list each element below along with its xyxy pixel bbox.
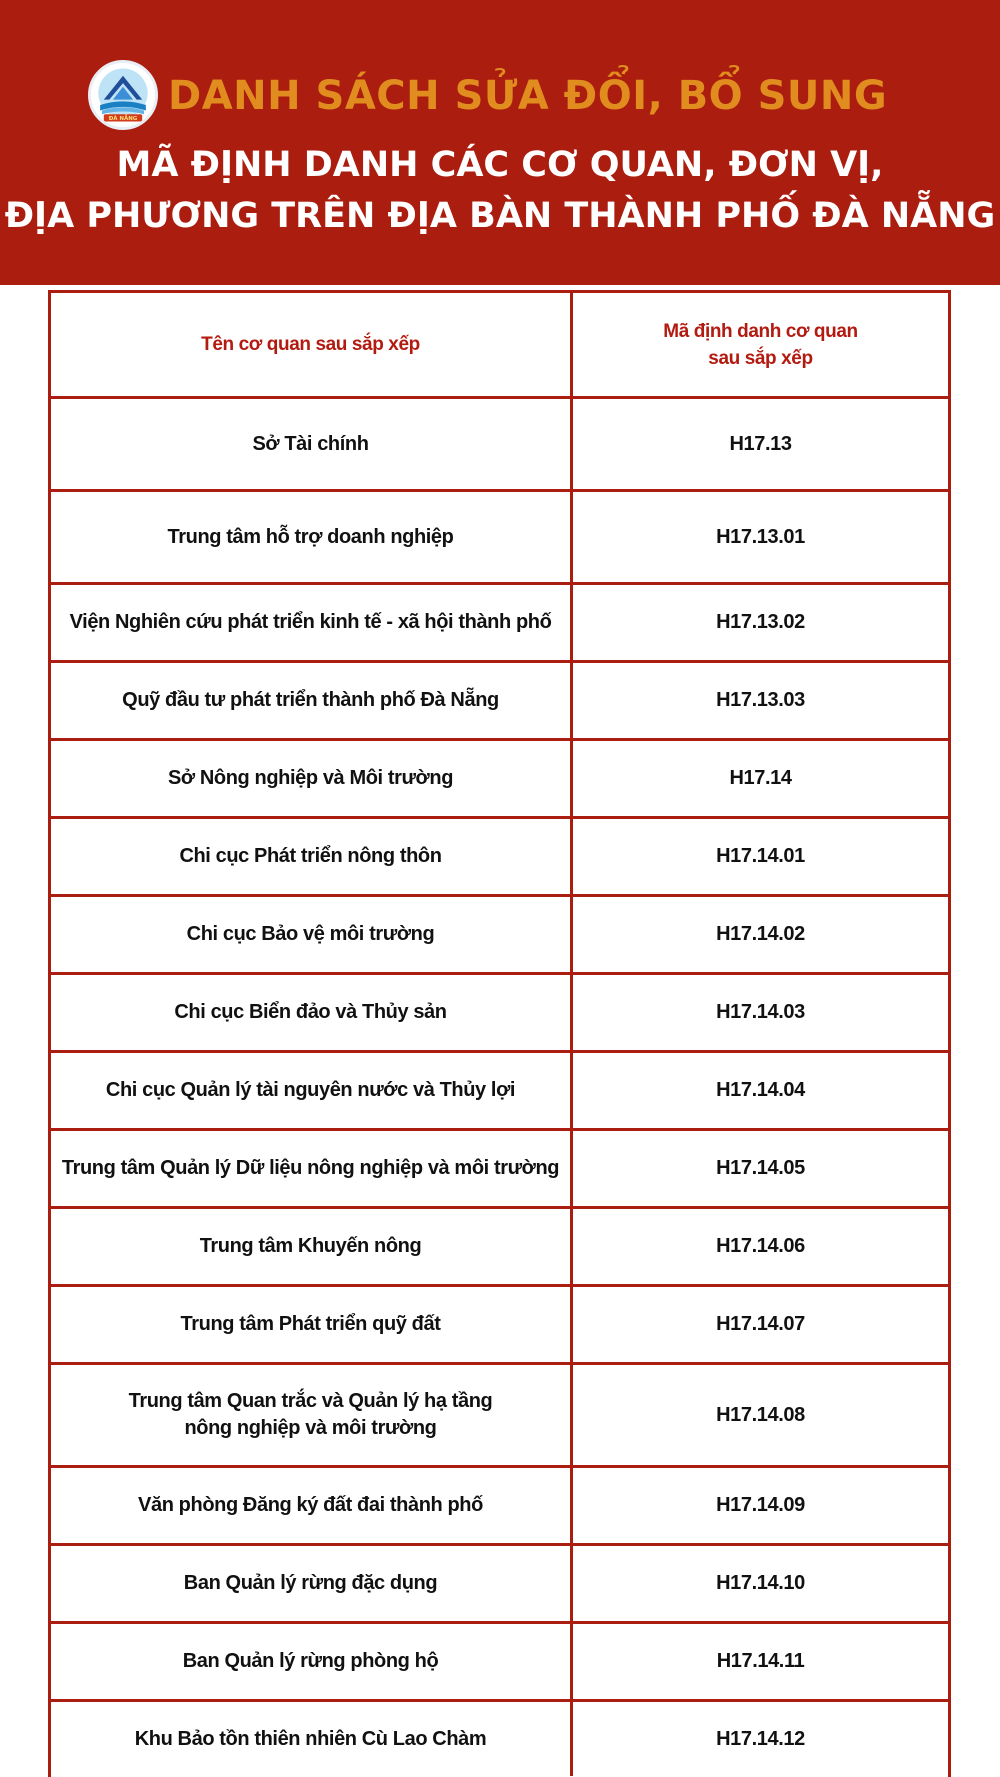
table-row	[51, 1702, 948, 1776]
agency-code: H17.14.06	[716, 1235, 805, 1257]
agency-name: Sở Nông nghiệp và Môi trường	[51, 741, 573, 816]
agency-name: Ban Quản lý rừng đặc dụng	[51, 1546, 573, 1621]
agency-code: H17.14.04	[716, 1079, 805, 1101]
table-row	[51, 399, 948, 492]
title-line-3: ĐỊA PHƯƠNG TRÊN ĐỊA BÀN THÀNH PHỐ ĐÀ NẴNG	[4, 196, 996, 236]
agency-code: H17.14.10	[716, 1572, 805, 1594]
agency-name	[51, 1365, 573, 1465]
agency-code: H17.14.08	[716, 1403, 805, 1426]
table-row	[51, 1053, 948, 1131]
agency-name: Khu Bảo tồn thiên nhiên Cù Lao Chàm	[51, 1702, 573, 1776]
da-nang-logo-icon	[88, 60, 158, 130]
table-row	[51, 1624, 948, 1702]
agency-name: Trung tâm Khuyến nông	[51, 1209, 573, 1284]
agency-code: H17.13.01	[716, 525, 805, 548]
agency-name: Chi cục Phát triển nông thôn	[51, 819, 573, 894]
agency-name: Viện Nghiên cứu phát triển kinh tế - xã hội thành phố	[51, 585, 573, 660]
logo-graphic	[91, 63, 155, 127]
agency-name: Trung tâm hỗ trợ doanh nghiệp	[51, 492, 573, 582]
table-row	[51, 975, 948, 1053]
agency-code: H17.13	[729, 432, 792, 455]
table-row	[51, 1287, 948, 1365]
table-row	[51, 897, 948, 975]
column-header-code-line1: Mã định danh cơ quan	[663, 320, 858, 342]
table-row	[51, 663, 948, 741]
agency-code: H17.14.01	[716, 845, 805, 867]
agency-code: H17.14.09	[716, 1494, 805, 1516]
table-row	[51, 1546, 948, 1624]
agency-code-table	[48, 290, 951, 1777]
table-row	[51, 1131, 948, 1209]
column-header-name	[51, 293, 573, 396]
agency-code: H17.14	[729, 767, 792, 789]
agency-name-line2: nông nghiệp và môi trường	[184, 1417, 437, 1439]
agency-code: H17.14.03	[716, 1001, 805, 1023]
agency-code: H17.13.03	[716, 689, 805, 711]
agency-name: Chi cục Bảo vệ môi trường	[51, 897, 573, 972]
agency-name: Chi cục Quản lý tài nguyên nước và Thủy lợi	[51, 1053, 573, 1128]
table-row	[51, 1468, 948, 1546]
table-row	[51, 741, 948, 819]
agency-code: H17.14.05	[716, 1157, 805, 1179]
agency-name: Sở Tài chính	[51, 399, 573, 489]
agency-code: H17.14.11	[716, 1650, 805, 1672]
table-row	[51, 585, 948, 663]
agency-code: H17.14.02	[716, 923, 805, 945]
column-header-code	[573, 293, 948, 396]
agency-name: Trung tâm Quản lý Dữ liệu nông nghiệp và môi trường	[51, 1131, 573, 1206]
table-row	[51, 1209, 948, 1287]
title-line-1: DANH SÁCH SỬA ĐỔI, BỔ SUNG	[168, 73, 888, 119]
table-row	[51, 819, 948, 897]
table-header-row	[51, 293, 948, 399]
table-row	[51, 1365, 948, 1468]
agency-name: Văn phòng Đăng ký đất đai thành phố	[51, 1468, 573, 1543]
agency-code: H17.14.07	[716, 1313, 805, 1335]
agency-name-line1: Trung tâm Quan trắc và Quản lý hạ tầng	[128, 1390, 493, 1412]
agency-code: H17.13.02	[716, 611, 805, 633]
header-banner	[0, 0, 1000, 285]
agency-name: Trung tâm Phát triển quỹ đất	[51, 1287, 573, 1362]
agency-name: Ban Quản lý rừng phòng hộ	[51, 1624, 573, 1699]
column-header-name-label: Tên cơ quan sau sắp xếp	[201, 334, 420, 355]
agency-name: Quỹ đầu tư phát triển thành phố Đà Nẵng	[51, 663, 573, 738]
agency-code: H17.14.12	[716, 1727, 805, 1750]
column-header-code-line2: sau sắp xếp	[708, 347, 813, 369]
agency-name: Chi cục Biển đảo và Thủy sản	[51, 975, 573, 1050]
title-line-2: MÃ ĐỊNH DANH CÁC CƠ QUAN, ĐƠN VỊ,	[116, 145, 884, 185]
svg-text:ĐÀ NẴNG: ĐÀ NẴNG	[108, 116, 138, 123]
table-row	[51, 492, 948, 585]
